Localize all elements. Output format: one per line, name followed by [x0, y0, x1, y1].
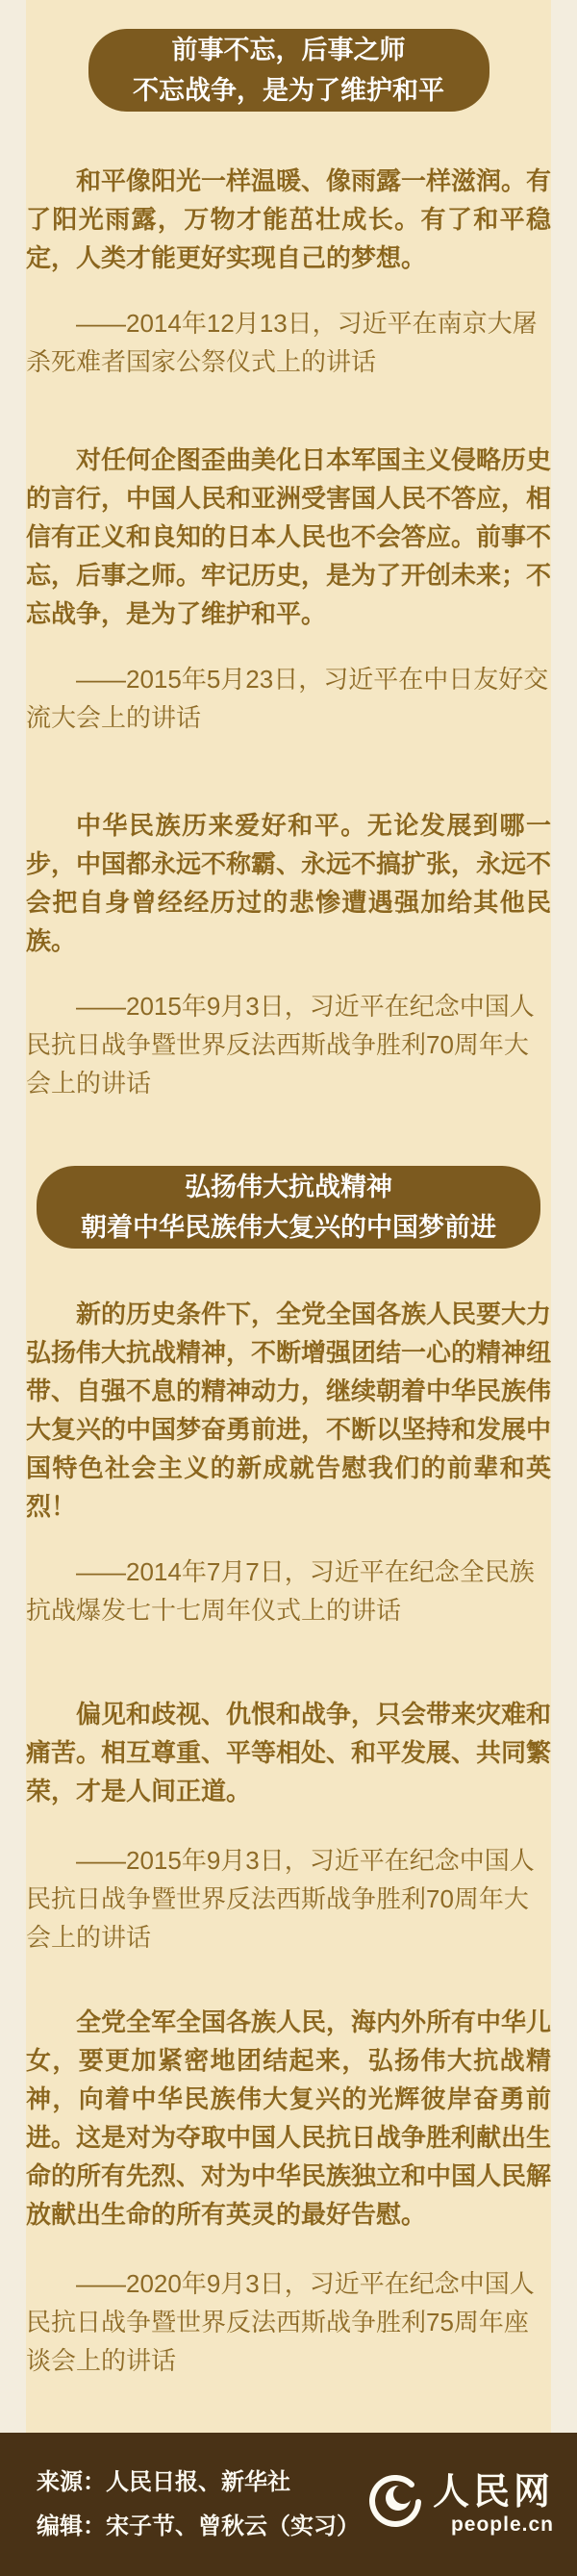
- quote-text: 和平像阳光一样温暖、像雨露一样滋润。有了阳光雨露，万物才能茁壮成长。有了和平稳定，人类才能更好实现自己的梦想。: [26, 166, 551, 272]
- section-2-header-line-1: 弘扬伟大抗战精神: [185, 1173, 392, 1201]
- quote-attribution: ——2015年9月3日，习近平在纪念中国人民抗日战争暨世界反法西斯战争胜利70周年大会上的讲话: [26, 992, 535, 1098]
- article-content-column: [26, 0, 551, 2433]
- footer-bar: [0, 2433, 577, 2576]
- section-2-header-badge: [37, 1166, 540, 1249]
- quote-text: 新的历史条件下，全党全国各族人民要大力弘扬伟大抗战精神，不断增强团结一心的精神纽带、自强不息的精神动力，继续朝着中华民族伟大复兴的中国梦奋勇前进，不断以坚持和发展中国特色社会主义的新成就告慰我们的前辈和英烈！: [26, 1300, 551, 1521]
- people-cn-logo: [369, 2474, 554, 2535]
- section-1-header-badge: [88, 29, 489, 112]
- quote-attribution: ——2020年9月3日，习近平在纪念中国人民抗日战争暨世界反法西斯战争胜利75周年座谈会上的讲话: [26, 2269, 535, 2375]
- footer-credits: [37, 2461, 360, 2549]
- quote-attribution: ——2015年9月3日，习近平在纪念中国人民抗日战争暨世界反法西斯战争胜利70周年大会上的讲话: [26, 1846, 535, 1952]
- quote-text: 对任何企图歪曲美化日本军国主义侵略历史的言行，中国人民和亚洲受害国人民不答应，相信有正义和良知的日本人民也不会答应。前事不忘，后事之师。牢记历史，是为了开创未来；不忘战争，是为了维护和平。: [26, 445, 551, 628]
- people-cn-logo-domain: people.cn: [450, 2513, 554, 2536]
- quote-text: 偏见和歧视、仇恨和战争，只会带来灾难和痛苦。相互尊重、平等相处、和平发展、共同繁荣，才是人间正道。: [26, 1700, 551, 1806]
- section-2-header-line-2: 朝着中华民族伟大复兴的中国梦前进: [81, 1213, 496, 1242]
- quote-text: 中华民族历来爱好和平。无论发展到哪一步，中国都永远不称霸、永远不搞扩张，永远不会把自身曾经经历过的悲惨遭遇强加给其他民族。: [26, 811, 551, 955]
- quote-attribution: ——2014年12月13日，习近平在南京大屠杀死难者国家公祭仪式上的讲话: [26, 309, 538, 376]
- quote-text: 全党全军全国各族人民，海内外所有中华儿女，要更加紧密地团结起来，弘扬伟大抗战精神，向着中华民族伟大复兴的光辉彼岸奋勇前进。这是对为夺取中国人民抗日战争胜利献出生命的所有先烈、对为中华民族独立和中国人民解放献出生命的所有英灵的最好告慰。: [26, 2008, 551, 2229]
- people-cn-logo-name: 人民网: [432, 2472, 554, 2513]
- people-cn-logo-text: [433, 2474, 554, 2535]
- quote-attribution: ——2015年5月23日，习近平在中日友好交流大会上的讲话: [26, 665, 549, 732]
- section-1-header-line-1: 前事不忘，后事之师: [171, 36, 406, 64]
- editor-line: 编辑：宋子节、曾秋云（实习）: [37, 2513, 360, 2539]
- source-line: 来源：人民日报、新华社: [37, 2468, 290, 2495]
- quote-attribution: ——2014年7月7日，习近平在纪念全民族抗战爆发七十七周年仪式上的讲话: [26, 1557, 535, 1625]
- section-1-header-line-2: 不忘战争，是为了维护和平: [133, 76, 444, 105]
- people-cn-moon-icon: [369, 2475, 423, 2534]
